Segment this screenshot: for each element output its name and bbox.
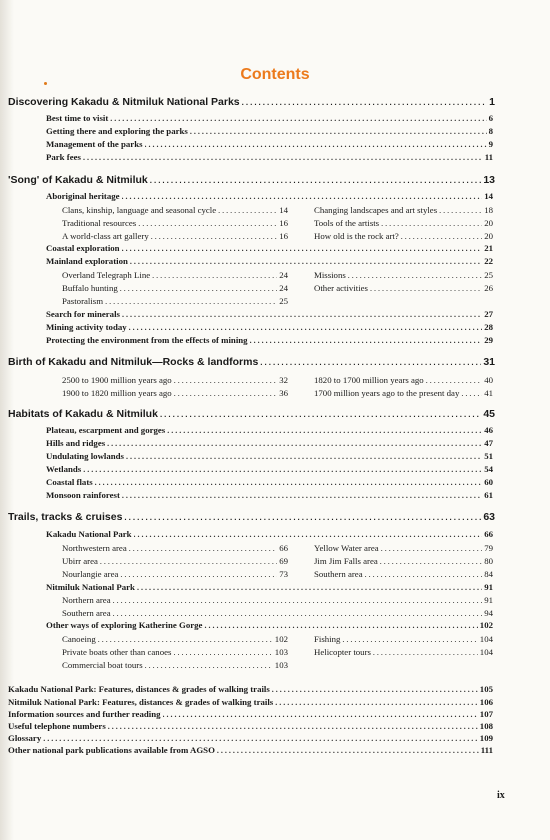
toc-entry[interactable] — [46, 425, 493, 435]
toc-entry-title: Private boats other than canoes — [62, 647, 172, 657]
dot-leader — [365, 570, 483, 579]
toc-entry-title: Nitmiluk National Park: Features, distances & grades of walking trails — [8, 697, 274, 707]
toc-entry-title: Monsoon rainforest — [46, 490, 120, 500]
toc-entry-title: Trails, tracks & cruises — [8, 511, 123, 523]
dot-leader — [381, 544, 483, 553]
toc-entry-title: Other activities — [314, 283, 368, 293]
dot-leader — [381, 219, 482, 228]
dot-leader — [151, 232, 277, 241]
toc-subentry[interactable] — [314, 375, 493, 385]
toc-subentry[interactable] — [62, 569, 288, 579]
dot-leader — [190, 127, 487, 136]
toc-entry-title: Park fees — [46, 152, 81, 162]
toc-page-number: 73 — [279, 569, 288, 579]
toc-entry-title: Pastoralism — [62, 296, 104, 306]
dot-leader — [138, 219, 277, 228]
dot-leader — [260, 358, 481, 367]
toc-entry[interactable] — [46, 139, 493, 149]
toc-section-heading[interactable] — [8, 96, 495, 108]
toc-entry[interactable] — [46, 464, 493, 474]
dot-leader — [105, 297, 277, 306]
dot-leader — [275, 698, 478, 707]
toc-entry-title: Glossary — [8, 733, 42, 743]
dot-leader — [95, 478, 483, 487]
toc-page-number: 16 — [279, 218, 288, 228]
dot-leader — [110, 114, 486, 123]
toc-entry-title: Traditional resources — [62, 218, 137, 228]
toc-section-heading[interactable] — [8, 511, 495, 523]
toc-page-number: 16 — [279, 231, 288, 241]
toc-entry-title: How old is the rock art? — [314, 231, 399, 241]
toc-page-number: 94 — [484, 608, 493, 618]
dot-leader — [137, 583, 482, 592]
toc-page-number: 28 — [484, 322, 493, 332]
toc-entry-title: 2500 to 1900 million years ago — [62, 375, 172, 385]
toc-entry-title: Management of the parks — [46, 139, 143, 149]
toc-entry-title: Discovering Kakadu & Nitmiluk National Parks — [8, 96, 240, 108]
toc-page-number: 84 — [484, 569, 493, 579]
toc-entry[interactable] — [46, 620, 493, 630]
toc-page-number: 18 — [484, 205, 493, 215]
toc-page-number: 26 — [484, 283, 493, 293]
toc-entry[interactable] — [46, 191, 493, 201]
toc-entry-title: Fishing — [314, 634, 341, 644]
dot-leader — [100, 557, 277, 566]
toc-page-number: 6 — [488, 113, 493, 123]
toc-entry-title: Southern area — [62, 608, 111, 618]
toc-entry-title: Clans, kinship, language and seasonal cycle — [62, 205, 217, 215]
toc-entry-title: Kakadu National Park: Features, distances & grades of walking trails — [8, 684, 270, 694]
toc-page-number: 61 — [484, 490, 493, 500]
dot-leader — [250, 336, 483, 345]
dot-leader — [204, 621, 477, 630]
toc-page-number: 8 — [488, 126, 493, 136]
dot-leader — [43, 734, 478, 743]
toc-page-number: 103 — [274, 660, 288, 670]
toc-page-number: 11 — [484, 152, 493, 162]
toc-page-number: 24 — [279, 270, 288, 280]
dot-leader — [461, 389, 482, 398]
toc-page-number: 22 — [484, 256, 493, 266]
toc-page-number: 29 — [484, 335, 493, 345]
toc-subentry[interactable] — [62, 608, 493, 618]
dot-leader — [122, 192, 483, 201]
toc-entry-title: Other national park publications available from AGSO — [8, 745, 215, 755]
dot-leader — [373, 648, 478, 657]
toc-entry-title: Aboriginal heritage — [46, 191, 120, 201]
toc-entry[interactable] — [8, 697, 493, 707]
toc-page-number: 51 — [484, 451, 493, 461]
toc-entry-title: Nourlangie area — [62, 569, 119, 579]
toc-page-number: 36 — [279, 388, 288, 398]
toc-subentry[interactable] — [62, 270, 288, 280]
dot-leader — [126, 452, 482, 461]
toc-page-number: 106 — [479, 697, 493, 707]
dot-leader — [150, 176, 482, 185]
toc-page-number: 103 — [274, 647, 288, 657]
dot-leader — [380, 557, 482, 566]
dot-leader — [272, 685, 478, 694]
toc-section-heading[interactable] — [8, 356, 495, 368]
toc-entry-title: Birth of Kakadu and Nitmiluk—Rocks & landforms — [8, 356, 259, 368]
toc-subentry[interactable] — [62, 634, 288, 644]
toc-entry-title: Canoeing — [62, 634, 96, 644]
toc-entry[interactable] — [8, 684, 493, 694]
dot-leader — [173, 648, 272, 657]
dot-leader — [348, 271, 482, 280]
toc-section-heading[interactable] — [8, 408, 495, 420]
page-title: Contents — [240, 66, 310, 83]
toc-subentry[interactable] — [314, 634, 493, 644]
toc-entry-title: Northern area — [62, 595, 111, 605]
toc-page-number: 45 — [483, 408, 495, 420]
dot-leader — [124, 513, 481, 522]
dot-leader — [174, 389, 277, 398]
toc-entry-title: Plateau, escarpment and gorges — [46, 425, 166, 435]
dot-leader — [163, 710, 478, 719]
toc-page-number: 60 — [484, 477, 493, 487]
toc-entry[interactable] — [46, 582, 493, 592]
toc-page-number: 14 — [279, 205, 288, 215]
toc-entry[interactable] — [46, 256, 493, 266]
toc-entry-title: Coastal exploration — [46, 243, 120, 253]
toc-subentry[interactable] — [62, 388, 288, 398]
toc-page-number: 40 — [484, 375, 493, 385]
toc-section-heading[interactable] — [8, 174, 495, 186]
toc-page-number: 41 — [484, 388, 493, 398]
toc-entry-title: Ubirr area — [62, 556, 98, 566]
toc-entry-title: Missions — [314, 270, 346, 280]
toc-subentry[interactable] — [62, 647, 288, 657]
toc-page-number: 79 — [484, 543, 493, 553]
toc-page-number: 21 — [484, 243, 493, 253]
toc-entry-title: 1900 to 1820 million years ago — [62, 388, 172, 398]
toc-entry-title: Tools of the artists — [314, 218, 380, 228]
toc-entry-title: Wetlands — [46, 464, 82, 474]
toc-page-number: 25 — [484, 270, 493, 280]
toc-entry-title: Jim Jim Falls area — [314, 556, 378, 566]
toc-entry-title: Information sources and further reading — [8, 709, 161, 719]
toc-entry[interactable] — [46, 529, 493, 539]
toc-page-number: 47 — [484, 438, 493, 448]
dot-leader — [342, 635, 477, 644]
toc-entry-title: Northwestern area — [62, 543, 127, 553]
toc-entry-title: Search for minerals — [46, 309, 120, 319]
toc-entry-title: Mining activity today — [46, 322, 127, 332]
toc-page-number: 91 — [484, 595, 493, 605]
toc-entry-title: Mainland exploration — [46, 256, 128, 266]
toc-page-number: 14 — [484, 191, 493, 201]
dot-leader — [134, 530, 483, 539]
toc-entry[interactable] — [46, 113, 493, 123]
toc-subentry[interactable] — [314, 569, 493, 579]
toc-entry-title: 'Song' of Kakadu & Nitmiluk — [8, 174, 148, 186]
dot-leader — [120, 570, 277, 579]
toc-page-number: 20 — [484, 231, 493, 241]
toc-subentry[interactable] — [314, 556, 493, 566]
dot-leader — [129, 323, 483, 332]
toc-page-number: 66 — [279, 543, 288, 553]
toc-page-number: 102 — [274, 634, 288, 644]
dot-leader — [401, 232, 482, 241]
toc-page-number: 32 — [279, 375, 288, 385]
toc-entry[interactable] — [46, 438, 493, 448]
toc-page-number: 27 — [484, 309, 493, 319]
toc-subentry[interactable] — [62, 660, 288, 670]
toc-page-number: 63 — [483, 511, 495, 523]
page-number: ix — [497, 790, 505, 801]
toc-page-number: 1 — [489, 96, 495, 108]
toc-entry-title: Nitmiluk National Park — [46, 582, 135, 592]
toc-page-number: 25 — [279, 296, 288, 306]
toc-entry[interactable] — [46, 477, 493, 487]
toc-page-number: 31 — [483, 356, 495, 368]
toc-entry-title: 1700 million years ago to the present day — [314, 388, 460, 398]
toc-entry-title: Protecting the environment from the effects of mining — [46, 335, 248, 345]
toc-entry-title: Best time to visit — [46, 113, 109, 123]
toc-entry-title: 1820 to 1700 million years ago — [314, 375, 424, 385]
toc-entry-title: Yellow Water area — [314, 543, 379, 553]
dot-leader — [120, 284, 277, 293]
toc-page-number: 9 — [488, 139, 493, 149]
toc-entry[interactable] — [8, 721, 493, 731]
toc-entry-title: Buffalo hunting — [62, 283, 118, 293]
toc-subentry[interactable] — [314, 388, 493, 398]
toc-entry-title: Hills and ridges — [46, 438, 106, 448]
toc-entry-title: Commercial boat tours — [62, 660, 143, 670]
toc-page-number: 104 — [479, 634, 493, 644]
toc-page-number: 105 — [479, 684, 493, 694]
toc-subentry[interactable] — [314, 283, 493, 293]
dot-leader — [426, 376, 482, 385]
toc-entry-title: Other ways of exploring Katherine Gorge — [46, 620, 203, 630]
dot-leader — [160, 410, 481, 419]
toc-subentry[interactable] — [62, 296, 288, 306]
toc-subentry[interactable] — [314, 218, 493, 228]
toc-subentry[interactable] — [62, 283, 288, 293]
toc-page-number: 107 — [479, 709, 493, 719]
toc-page-number: 80 — [484, 556, 493, 566]
toc-page-number: 102 — [479, 620, 493, 630]
toc-entry-title: A world-class art gallery — [62, 231, 149, 241]
toc-entry[interactable] — [8, 733, 493, 743]
toc-page-number: 46 — [484, 425, 493, 435]
toc-page-number: 24 — [279, 283, 288, 293]
toc-entry-title: Changing landscapes and art styles — [314, 205, 438, 215]
dot-leader — [217, 746, 479, 755]
toc-entry-title: Getting there and exploring the parks — [46, 126, 188, 136]
toc-page-number: 54 — [484, 464, 493, 474]
toc-subentry[interactable] — [314, 231, 493, 241]
toc-entry[interactable] — [46, 243, 493, 253]
toc-subentry[interactable] — [62, 595, 493, 605]
toc-entry-title: Useful telephone numbers — [8, 721, 106, 731]
dot-leader — [129, 544, 277, 553]
toc-subentry[interactable] — [62, 218, 288, 228]
toc-page-number: 109 — [479, 733, 493, 743]
dot-leader — [83, 153, 483, 162]
dot-leader — [122, 244, 483, 253]
dot-leader — [167, 426, 482, 435]
dot-leader — [242, 98, 488, 107]
toc-entry-title: Undulating lowlands — [46, 451, 124, 461]
toc-entry-title: Helicopter tours — [314, 647, 371, 657]
dot-leader — [218, 206, 277, 215]
toc-subentry[interactable] — [62, 556, 288, 566]
dot-leader — [130, 257, 482, 266]
toc-entry[interactable] — [46, 309, 493, 319]
toc-entry[interactable] — [46, 322, 493, 332]
dot-leader — [113, 596, 483, 605]
toc-page-number: 20 — [484, 218, 493, 228]
toc-entry[interactable] — [46, 490, 493, 500]
toc-page-number: 91 — [484, 582, 493, 592]
dot-leader — [83, 465, 482, 474]
dot-leader — [122, 491, 482, 500]
toc-page-number: 13 — [483, 174, 495, 186]
toc-subentry[interactable] — [314, 270, 493, 280]
toc-subentry[interactable] — [62, 375, 288, 385]
dot-leader — [98, 635, 273, 644]
dot-leader — [107, 439, 482, 448]
dot-leader — [152, 271, 277, 280]
toc-subentry[interactable] — [314, 647, 493, 657]
toc-entry-title: Kakadu National Park — [46, 529, 132, 539]
toc-entry-title: Coastal flats — [46, 477, 93, 487]
toc-subentry[interactable] — [62, 205, 288, 215]
toc-entry[interactable] — [8, 709, 493, 719]
toc-entry-title: Southern area — [314, 569, 363, 579]
toc-entry-title: Overland Telegraph Line — [62, 270, 151, 280]
toc-entry[interactable] — [46, 335, 493, 345]
dot-leader — [439, 206, 482, 215]
toc-entry[interactable] — [46, 126, 493, 136]
dot-leader — [122, 310, 482, 319]
toc-entry[interactable] — [46, 451, 493, 461]
dot-leader — [174, 376, 277, 385]
dot-leader — [108, 722, 478, 731]
toc-page-number: 104 — [479, 647, 493, 657]
toc-subentry[interactable] — [62, 543, 288, 553]
toc-entry[interactable] — [46, 152, 493, 162]
toc-page-number: 108 — [479, 721, 493, 731]
dot-leader — [145, 140, 487, 149]
toc-entry[interactable] — [8, 745, 493, 755]
toc-page-number: 66 — [484, 529, 493, 539]
toc-page-number: 69 — [279, 556, 288, 566]
toc-subentry[interactable] — [314, 543, 493, 553]
toc-entry-title: Habitats of Kakadu & Nitmiluk — [8, 408, 158, 420]
dot-leader — [370, 284, 482, 293]
dot-leader — [145, 661, 273, 670]
toc-page-number: 111 — [480, 745, 493, 755]
toc-subentry[interactable] — [62, 231, 288, 241]
dot-leader — [113, 609, 483, 618]
toc-subentry[interactable] — [314, 205, 493, 215]
